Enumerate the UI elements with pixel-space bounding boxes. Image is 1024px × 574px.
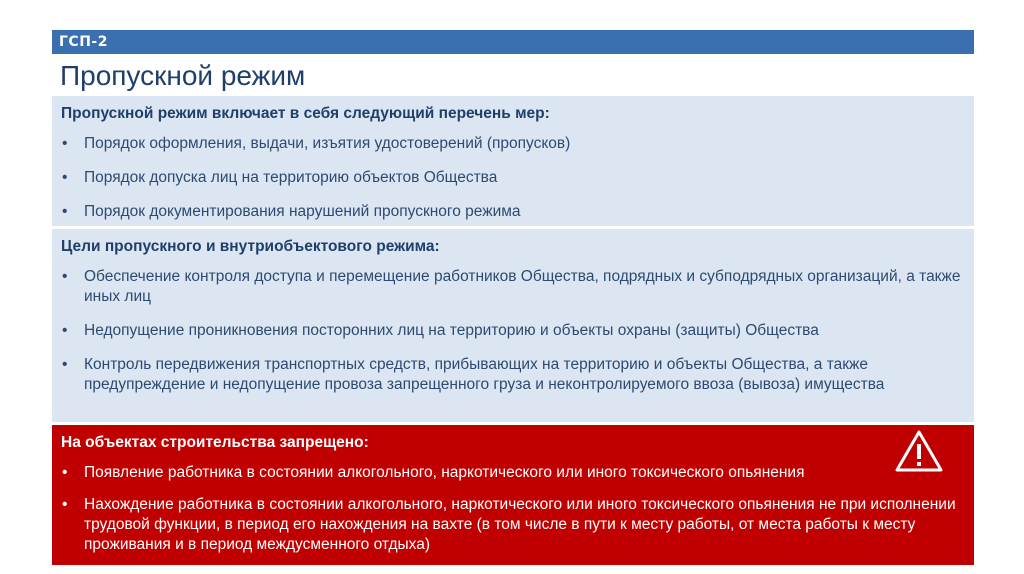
bullet: • [62,135,68,152]
list-item-text: Контроль передвижения транспортных средств, прибывающих на территорию и объекты Общества, а также предупреждение и недопущение провоза запрещенного груза и неконтролируемого ввоза (вывоза) имущества [84,356,885,393]
goals-list [60,267,966,395]
list-item-text: Появление работника в состоянии алкогольного, наркотического или иного токсического опьянения [84,464,805,481]
goals-panel [52,229,974,422]
list-item [60,495,966,555]
bullet: • [62,496,68,513]
list-item-text: Порядок допуска лиц на территорию объектов Общества [84,169,498,186]
bullet: • [62,169,68,186]
bullet: • [62,356,68,373]
prohibited-panel [52,425,974,565]
header-label: ГСП-2 [59,34,108,50]
list-item-text: Порядок документирования нарушений пропускного режима [84,203,521,220]
list-item-text: Обеспечение контроля доступа и перемещение работников Общества, подрядных и субподрядных организаций, а также иных лиц [84,268,961,305]
list-item-text: Нахождение работника в состоянии алкогольного, наркотического или иного токсического опьянения не при исполнении трудовой функции, в период его нахождения на вахте (в том числе в пути к месту работы, от места работы к месту проживания и в период междусменного отдыха) [84,496,956,553]
list-item [60,463,966,483]
bullet: • [62,203,68,220]
list-item [60,321,966,341]
bullet: • [62,268,68,285]
list-item-text: Порядок оформления, выдачи, изъятия удостоверений (пропусков) [84,135,571,152]
bullet: • [62,464,68,481]
list-item [60,267,966,307]
prohibited-list [60,463,966,555]
list-item [60,202,966,222]
measures-panel [52,96,974,226]
list-item [60,355,966,395]
list-item [60,134,966,154]
page-title: Пропускной режим [60,60,306,91]
header-bar [52,30,974,54]
bullet: • [62,322,68,339]
goals-heading: Цели пропускного и внутриобъектового режима: [61,238,440,255]
list-item [60,168,966,188]
measures-heading: Пропускной режим включает в себя следующий перечень мер: [61,105,550,122]
list-item-text: Недопущение проникновения посторонних лиц на территорию и объекты охраны (защиты) Общества [84,322,819,339]
prohibited-heading: На объектах строительства запрещено: [61,434,369,451]
measures-list [60,134,966,222]
